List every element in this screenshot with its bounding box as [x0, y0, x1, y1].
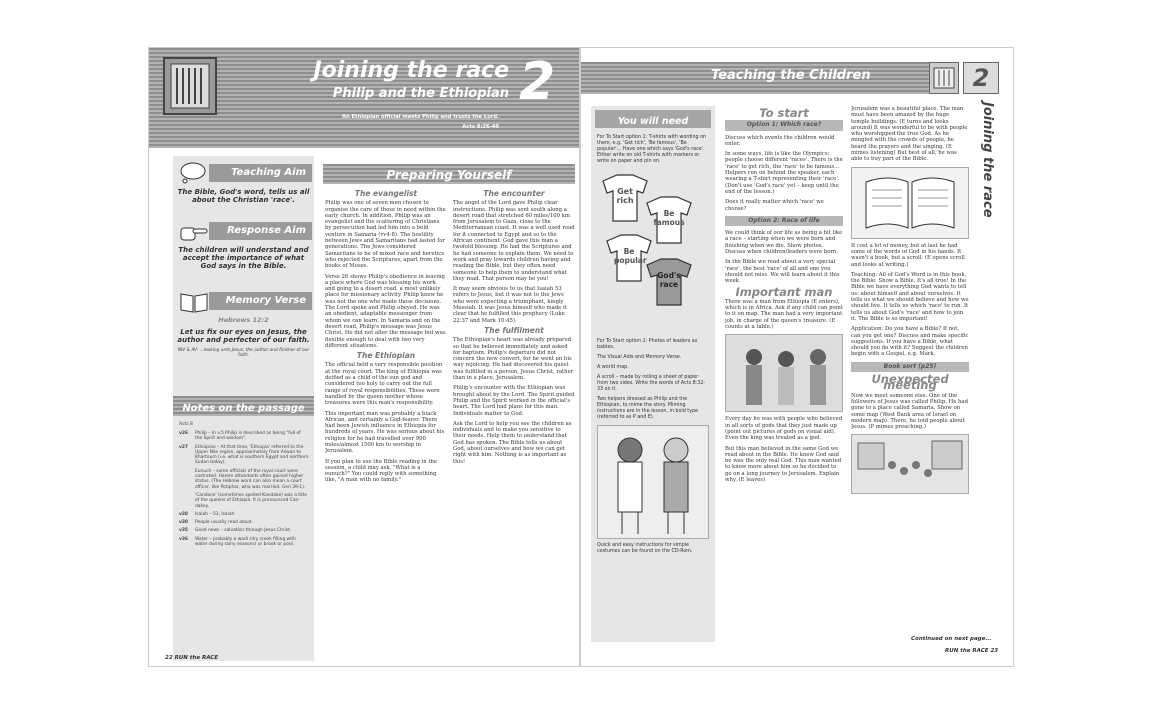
book-sort-bar: Book sort (p25) — [851, 362, 969, 372]
paragraph: It cost a lot of money, but at last he had some of the words of God in his hands. It wasn't a book, but a scroll. (E opens scroll and looks at writing.) — [851, 242, 965, 268]
paragraph: The Ethiopian's heart was already prepared so that he believed immediately and asked for baptism. Philip's departure did not concern the new convert, for he went on his way rejoicing. He had discovered his quest was fulfilled in a person, Jesus Christ, rather than in a place, Jerusalem. — [453, 337, 574, 382]
flag-icon — [161, 52, 219, 118]
samaria-illustration — [851, 434, 969, 494]
response-aim-text: The children will understand and accept the importance of what God says in the Bible. — [178, 246, 309, 270]
paragraph: Every day he was with people who believed in all sorts of gods that they just made up (point out pictures of gods on visual aid). Even the king was treated as a god. — [725, 416, 843, 442]
paragraph: Ask the Lord to help you see the children as individuals and to make you sensitive to their needs. Help them to understand that God has spoken. The Bible tells us about God, about ourselves and how we can get right with him. Nothing is as important as this! — [453, 420, 572, 465]
page-title: Joining the race — [313, 58, 509, 83]
fulfilment-heading: The fulfilment — [484, 325, 544, 335]
paragraph: It may seem obvious to us that Isaiah 53 refers to Jesus, but it was not to the Jews who were expecting a triumphant, kingly Messiah. It was Jesus himself who made it clear that he fulfilled this prophecy (Luke 22:37 and Mark 10:45). — [453, 286, 567, 324]
paragraph: Philip was one of seven men chosen to organise the care of those in need within the early church. In addition, Philip was an evangelist and the scattering of Christians by persecution had led him into a bold venture in Samaria (vv4-8). The hostility between Jews and Samaritans had lasted for generations. The Jews considered Samaritans to be of mixed race and heretics who rejected the Scriptures, apart from the books of Moses. — [325, 200, 446, 270]
you-will-need-panel — [591, 106, 715, 642]
bible-scroll-illustration — [851, 167, 969, 239]
prep-heading-bar — [323, 164, 575, 184]
paragraph: In some ways, life is like the Olympics; people choose different 'races'. There is the 'race' to get rich, the 'race' to be famous... Helpers run on behind the speaker, each wearing a T-shirt representing their 'race'. (Don't use 'God's race' yet – keep until the end of the lesson.) — [725, 151, 843, 195]
note-item: 'Candace' (sometimes spelled Kandake) was a title of the queens of Ethiopia. It is pronounced Can-dakey. — [195, 492, 307, 509]
need-heading-bar — [595, 110, 711, 128]
note-item: v26 Philip – In v.5 Philip is described as being "full of the Spirit and wisdom". — [179, 431, 301, 442]
option-1-heading: Option 1: Which race? — [725, 120, 843, 130]
note-item: v27 Ethiopian – At that time, 'Ethiopia' referred to the Upper Nile region, approximately from Aswan to Khartoum (i.e. what is southern Egypt and northern Sudan today). — [179, 444, 309, 466]
evangelist-heading: The evangelist — [354, 189, 418, 198]
paragraph: Jerusalem was a beautiful place. The man must have been amazed by the huge temple buildings. (E turns and looks around) It was wonderful to be with people who worshipped the true God. As he mingled with the crowds of people, he heard the prayers and the singing. (E mimes listening) But best of all, he was able to buy part of the Bible. — [851, 106, 968, 163]
need-item: A world map. — [597, 365, 629, 370]
paragraph: The angel of the Lord gave Philip clear instructions. Philip was sent south along a desert road that stretched 60 miles/100 km from Jerusalem to Gaza, close to the Mediterranean coast. It was a well used road for it connected to Egypt and so to the African continent. God gave this man a twofold blessing. He had the Scriptures and he had someone to explain them. We need to work and pray towards children having and reading the Bible, but they often need someone to help them to understand what they read. That person may be you! — [453, 200, 575, 282]
prep-column-2 — [453, 188, 575, 648]
prep-column-1 — [325, 188, 447, 648]
paragraph: There was a man from Ethiopia (E enters), which is in Africa. Ask if any child can point to it on map. The man had a very important job, in charge of the queen's treasure. (E counts at a table.) — [725, 298, 843, 331]
left-footer: 22 RUN the RACE — [165, 655, 219, 661]
notes-heading: Notes on the passage — [182, 403, 305, 414]
right-page — [580, 47, 1014, 667]
notes-heading-bar — [173, 396, 314, 416]
pointing-hand-icon — [179, 220, 209, 248]
ethiopian-heading: The Ethiopian — [356, 351, 416, 361]
need-item: Two helpers dressed as Philip and the Ethiopian, to mime the story. Miming instructions are in the lesson, in bold type (referred to as P and E). — [597, 397, 698, 420]
memory-verse-niv: NIV & AV: ...looking unto Jesus, the author and finisher of our faith. — [177, 348, 310, 358]
teaching-aim-text: The Bible, God's word, tells us all about the Christian 'race'. — [177, 188, 310, 204]
right-column-3 — [851, 106, 969, 642]
session-number: 2 — [519, 52, 556, 112]
paragraph: We could think of our life as being a bit like a race – starting when we were born and finishing when we die. Show photos. Discuss when children/leaders were born. — [725, 230, 843, 256]
paragraph: Application: Do you have a Bible? If not, can you get one? Discuss and make specific suggestions. If you have a Bible, what should you do with it? Suggest the children begin with a Gospel, e.g. Mark. — [851, 326, 969, 358]
note-item: v30 People usually read aloud. — [179, 520, 253, 526]
philip-ethiopian-illustration — [597, 425, 709, 539]
notes-list — [179, 422, 309, 550]
paragraph: Now we meet someone else. One of the followers of Jesus was called Philip. He had gone to a place called Samaria. Show on some map (West Bank area of Israel on modern map). There, he told people about Jesus. (P mimes preaching.) — [851, 392, 968, 431]
teaching-aim-heading: Teaching Aim — [209, 164, 312, 182]
memory-verse-text: Let us fix our eyes on Jesus, the author and perfecter of our faith. — [177, 328, 310, 344]
shirt-text: God's race — [657, 271, 681, 289]
vertical-title: Joining the race — [980, 102, 995, 218]
option-2-heading: Option 2: Race of life — [725, 216, 843, 226]
paragraph: Discuss which events the children would enter. — [725, 134, 835, 147]
need-list — [591, 132, 715, 555]
shirt-text: Be famous — [653, 209, 685, 227]
need-item: For To Start option 1: T-shirts with wording on them, e.g. 'Get rich', 'Be famous', 'Be popular'... Have one which says 'God's race'. Either write on old T-shirts with markers or write on paper and pin on. — [597, 135, 707, 164]
paragraph: In the Bible we read about a very special 'race', the best 'race' of all and one you should not miss. We will learn about it this week. — [725, 259, 840, 285]
session-number: 2 — [963, 62, 999, 94]
costume-caption: Quick and easy instructions for simple costumes can be found on the CD-Rom. — [597, 543, 693, 554]
shirt-text: Get rich — [616, 187, 634, 205]
response-aim-heading: Response Aim — [209, 222, 312, 240]
aims-sidebar — [173, 156, 314, 661]
paragraph: The official held a very responsible position at the royal court. The king of Ethiopia was deified as a child of the sun god and considered too holy to carry out the full range of royal responsibilities. These were handled by the queen mother whose treasures were this man's responsibility. — [325, 362, 443, 407]
need-item: The Visual Aids and Memory Verse. — [597, 355, 682, 360]
tshirts-illustration — [597, 169, 709, 339]
shirt-text: Be popular — [614, 247, 647, 265]
paragraph: This important man was probably a black African, and certainly a God-fearer. There had been Jewish influence in Ethiopia for hundreds of years. He was serious about his religion for he had travelled over 900 miles/almost 1500 km to worship in Jerusalem. — [325, 410, 445, 455]
note-item: v35 Good news – salvation through Jesus Christ. — [179, 528, 292, 534]
need-item: For To Start option 2: Photos of leaders as babies. — [597, 339, 698, 350]
page-subtitle: Philip and the Ethiopian — [332, 86, 509, 101]
vertical-title-wrap — [973, 102, 997, 262]
paragraph: If you plan to use the Bible reading in the session, a child may ask, "What is a eunuch?" You could reply with something like, "A man with no family." — [325, 458, 438, 484]
memory-verse-ref: Hebrews 12:2 — [218, 316, 269, 324]
paragraph: Verse 26 shows Philip's obedience in leaving a place where God was blessing his work and going to a desert road, a most unlikely place for missionary activity. Philip knew he was not the one who made these decisions. The Lord spoke and Philip obeyed. He was an obedient, adaptable messenger from whom we can learn. In Samaria and on the desert road, Philip's message was Jesus Christ. He did not alter the message but was flexible enough to deal with two very different situations. — [325, 273, 446, 349]
right-column-2 — [725, 106, 843, 642]
to-start-heading: To start — [759, 106, 809, 120]
thought-bubble-icon — [179, 162, 207, 188]
flag-icon — [929, 62, 959, 94]
notes-book: Acts 8 — [179, 422, 193, 427]
paragraph: Philip's encounter with the Ethiopian was brought about by the Lord. The Spirit guided Philip and the Spirit worked in the official's heart. The Lord had plans for this man. Individuals matter to God. — [453, 385, 575, 417]
note-item: v36 Water – probably a wadi (dry creek filling with water during rainy seasons) or brook or pool. — [179, 536, 296, 548]
royal-court-illustration — [725, 334, 843, 412]
paragraph: Teaching: All of God's Word is in this book, the Bible. Show a Bible. It's all true! In the Bible we have everything God wants to tell us: about himself and about ourselves. It tells us what we should believe and how we should live. It tells us which 'race' to run. It tells us about God's 'race' and how to join it. The Bible is so important! — [851, 271, 969, 322]
left-page — [148, 47, 580, 667]
prep-heading: Preparing Yourself — [386, 168, 512, 182]
encounter-heading: The encounter — [483, 189, 545, 198]
right-footer: RUN the RACE 23 — [945, 648, 999, 654]
important-man-heading: Important man — [735, 284, 833, 299]
paragraph: Does it really matter which 'race' we choose? — [725, 199, 824, 212]
tagline: An Ethiopian official meets Philip and trusts the Lord. — [341, 114, 499, 120]
note-item: Eunuch – some officials of the royal court were castrated. Harem attendants often gained higher status. (The Hebrew word can also mean a court officer, like Potiphar, who was married. Gen 39:1). — [195, 468, 306, 490]
unexpected-meeting-heading: Unexpected meeting — [871, 372, 949, 393]
note-item: v28 Isaiah – 53, Isaiah. — [179, 511, 236, 517]
bible-reference: Acts 8:26-40 — [462, 124, 499, 130]
memory-verse-heading: Memory Verse — [209, 292, 312, 310]
open-book-icon — [179, 290, 209, 318]
need-heading: You will need — [617, 116, 689, 127]
paragraph: But this man believed in the same God we read about in the Bible. He knew God said he was the only real God. This man wanted to know more about him so he decided to go on a long journey to Jerusalem. Explain why. (E leaves) — [725, 445, 842, 483]
need-item: A scroll – made by rolling a sheet of paper from two sides. Write the words of Acts 8:32-33 on it. — [597, 375, 706, 392]
header-title: Teaching the Children — [711, 68, 871, 83]
continued-note: Continued on next page... — [911, 636, 992, 642]
